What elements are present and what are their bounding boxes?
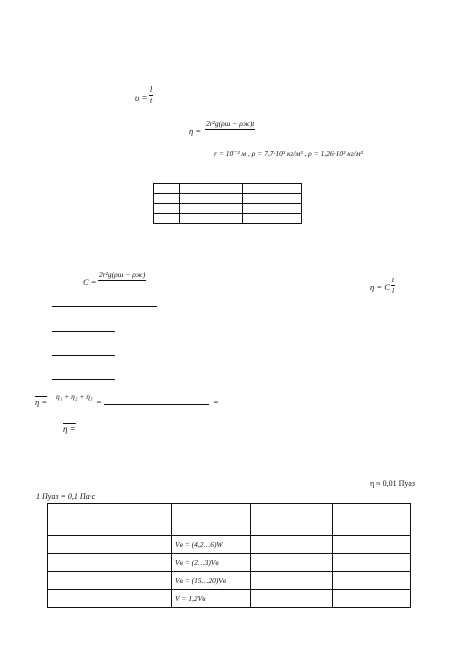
mean-numerator: η₁ + η₂ + η₃ [56, 392, 93, 401]
mean-result: η = [63, 424, 76, 434]
table-cell [333, 554, 411, 572]
mean-fraction [55, 393, 94, 411]
table-cell: Vв = (4,2…6)W [172, 536, 251, 554]
table-cell [172, 504, 251, 536]
velocity-numerator: l [150, 85, 153, 94]
c-fraction [98, 271, 146, 289]
eta-lhs: η = [189, 126, 202, 136]
velocity-denominator: t [150, 96, 153, 105]
table-cell [48, 504, 172, 536]
c-lhs: C = [83, 277, 97, 287]
table-row [48, 590, 411, 608]
table-cell [333, 572, 411, 590]
viscosity-note: η ≈ 0,01 Пуаз [370, 479, 415, 488]
eta-c-fraction [391, 276, 395, 294]
table-cell [251, 572, 333, 590]
unit-note: 1 Пуаз = 0,1 Па·с [36, 492, 96, 501]
measurement-table [153, 183, 302, 224]
velocity-fraction [149, 86, 153, 105]
answer-line-c[interactable] [52, 306, 157, 307]
answer-line-eta3[interactable] [52, 379, 115, 380]
eta-numerator: 2r²g(ρш − ρж)t [206, 119, 255, 128]
table-cell: Vв = (2…3)Vв [172, 554, 251, 572]
table-cell [48, 572, 172, 590]
table-cell: Vв = (15…20)Vв [172, 572, 251, 590]
mean-denominator: 3 [72, 402, 77, 412]
velocity-lhs: υ = [135, 93, 148, 103]
table-row [48, 536, 411, 554]
table-cell [333, 504, 411, 536]
c-numerator: 2r²g(ρш − ρж) [99, 270, 146, 279]
volume-table [47, 503, 411, 608]
eta-denominator: 9l [227, 129, 234, 139]
table-cell [48, 536, 172, 554]
c-denominator: 9l [119, 280, 126, 290]
eta-c-lhs: η = C [370, 282, 390, 292]
table-cell: V = 1,2Vв [172, 590, 251, 608]
table-cell [333, 590, 411, 608]
answer-line-mean[interactable] [104, 404, 209, 405]
table-cell [333, 536, 411, 554]
mean-equals: = [96, 397, 102, 407]
constants-line: r = 10⁻³ м , ρ = 7,7·10³ кг/м³ , ρ = 1,26·10³ кг/м³ [214, 149, 363, 158]
table-row [48, 554, 411, 572]
table-cell [48, 554, 172, 572]
table-cell [251, 590, 333, 608]
table-cell [251, 554, 333, 572]
mean-end-equals: = [213, 397, 219, 407]
mean-lhs: η = [35, 397, 48, 407]
eta-c-numerator: t [392, 275, 395, 284]
table-cell [48, 590, 172, 608]
table-cell [251, 536, 333, 554]
table-cell [251, 504, 333, 536]
table-row [48, 572, 411, 590]
eta-c-denominator: l [392, 285, 395, 295]
eta-fraction [205, 120, 255, 138]
answer-line-eta1[interactable] [52, 331, 115, 332]
answer-line-eta2[interactable] [52, 355, 115, 356]
